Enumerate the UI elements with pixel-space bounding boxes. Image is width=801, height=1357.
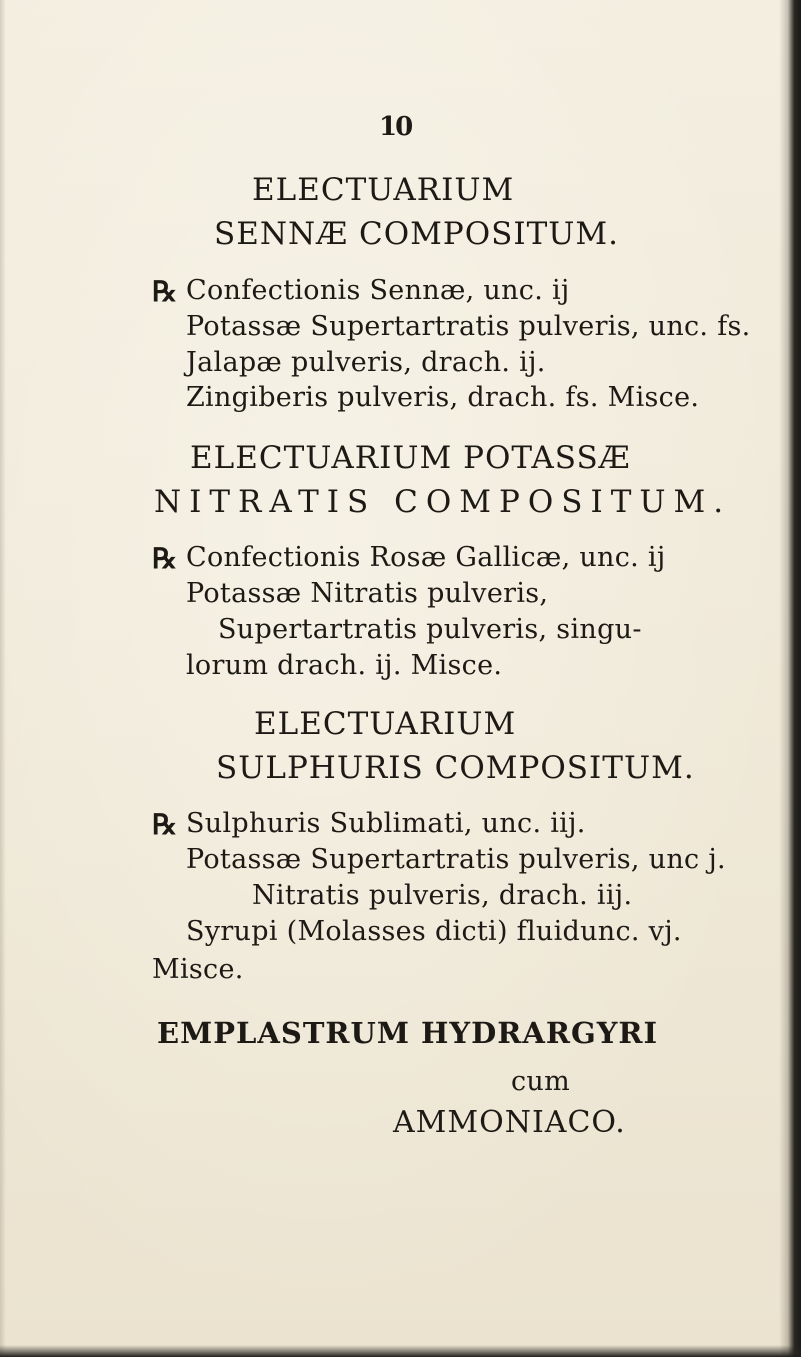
section-1-title-line-2: SENNÆ COMPOSITUM. — [214, 216, 620, 252]
section-1-ingredient-line-4: Zingiberis pulveris, drach. fs. Misce. — [186, 382, 700, 413]
page-binding-edge — [779, 0, 801, 1357]
section-1-ingredient-line-3: Jalapæ pulveris, drach. ij. — [186, 347, 546, 378]
section-4-title-line-2: cum — [511, 1066, 571, 1097]
section-2-ingredient-line-4: lorum drach. ij. Misce. — [186, 650, 503, 681]
section-4-title-line-1: EMPLASTRUM HYDRARGYRI — [157, 1016, 659, 1050]
page-left-edge — [0, 0, 6, 1357]
section-1-recipe-symbol: ℞ — [152, 275, 178, 308]
section-2-ingredient-line-2: Potassæ Nitratis pulveris, — [186, 578, 549, 609]
section-4-title-line-3: AMMONIACO. — [393, 1105, 626, 1140]
section-1-title-line-1: ELECTUARIUM — [252, 172, 515, 208]
section-3-ingredient-line-4: Syrupi (Molasses dicti) fluidunc. vj. — [186, 916, 682, 947]
section-3-title-line-1: ELECTUARIUM — [254, 706, 517, 742]
section-2-title-line-1: ELECTUARIUM POTASSÆ — [190, 440, 631, 476]
page-bottom-edge — [0, 1345, 801, 1357]
section-2-ingredient-line-3: Supertartratis pulveris, singu- — [218, 614, 642, 645]
section-1-ingredient-line-2: Potassæ Supertartratis pulveris, unc. fs. — [186, 311, 751, 342]
page-number: 10 — [379, 112, 412, 142]
section-3-ingredient-line-3: Nitratis pulveris, drach. iij. — [252, 880, 633, 911]
section-1-ingredient-line-1: Confectionis Sennæ, unc. ij — [186, 275, 570, 306]
section-3-ingredient-line-1: Sulphuris Sublimati, unc. iij. — [186, 808, 586, 839]
section-2-recipe-symbol: ℞ — [152, 542, 178, 575]
section-2-title-line-2: NITRATIS COMPOSITUM. — [154, 484, 732, 520]
section-3-ingredient-line-2: Potassæ Supertartratis pulveris, unc j. — [186, 844, 726, 875]
section-3-recipe-symbol: ℞ — [152, 808, 178, 841]
section-3-ingredient-line-5: Misce. — [152, 954, 244, 985]
section-3-title-line-2: SULPHURIS COMPOSITUM. — [216, 750, 695, 786]
section-2-ingredient-line-1: Confectionis Rosæ Gallicæ, unc. ij — [186, 542, 666, 573]
